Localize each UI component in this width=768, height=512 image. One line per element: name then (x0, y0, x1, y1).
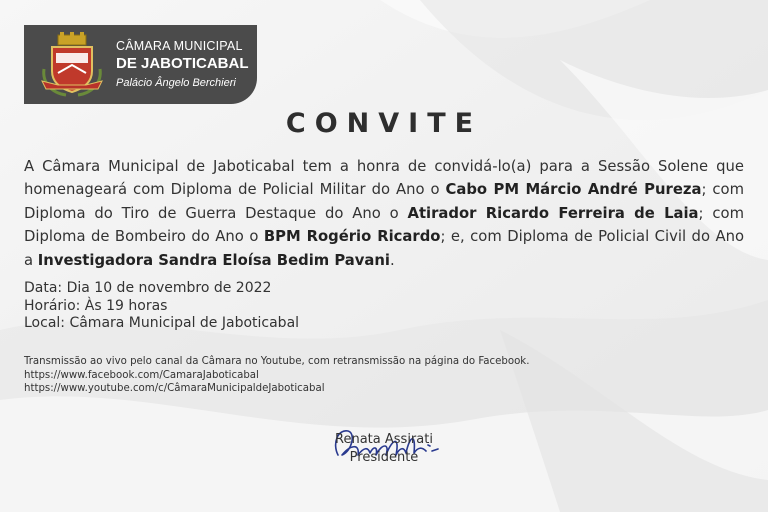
youtube-link[interactable]: https://www.youtube.com/c/CâmaraMunicipaldeJaboticabal (24, 383, 325, 394)
broadcast-info: Transmissão ao vivo pelo canal da Câmara no Youtube, com retransmissão na página do Facebook. (24, 356, 530, 367)
event-place: Local: Câmara Municipal de Jaboticabal (24, 315, 300, 331)
honoree-1: Cabo PM Márcio André Pureza (445, 181, 702, 199)
body-text-3: ; com Diploma de Bombeiro do Ano o (24, 204, 744, 246)
broadcast-notes (24, 355, 529, 396)
event-time: Horário: Às 19 horas (24, 297, 168, 314)
page-title: CONVITE (285, 108, 483, 139)
header-title-line2: DE JABOTICABAL (116, 55, 249, 72)
honoree-4: Investigadora Sandra Eloísa Bedim Pavani (37, 251, 391, 269)
event-date: Data: Dia 10 de novembro de 2022 (24, 280, 272, 296)
header-subtitle: Palácio Ângelo Berchieri (116, 77, 236, 89)
signer-name: Renata Assirati (335, 432, 433, 447)
facebook-link[interactable]: https://www.facebook.com/CamaraJaboticabal (24, 369, 259, 381)
event-details (24, 280, 299, 333)
municipal-coat-of-arms-icon (38, 31, 106, 98)
body-text-2: ; com Diploma do Tiro de Guerra Destaque do Ano o (24, 181, 745, 222)
body-text-4: ; e, com Diploma de Policial Civil do Ano a (24, 228, 744, 269)
header-banner (24, 25, 257, 104)
invitation-paragraph (24, 155, 744, 272)
body-text-1: A Câmara Municipal de Jaboticabal tem a honra de convidá-lo(a) para a Sessão Solene que homenageará com Diploma de Policial Militar do Ano o (24, 158, 744, 199)
signer-role: Presidente (349, 450, 419, 465)
body-text-5: . (390, 251, 395, 269)
header-title-line1: CÂMARA MUNICIPAL (116, 39, 243, 53)
honoree-3: BPM Rogério Ricardo (263, 228, 441, 246)
honoree-2: Atirador Ricardo Ferreira de Laia (407, 204, 699, 222)
